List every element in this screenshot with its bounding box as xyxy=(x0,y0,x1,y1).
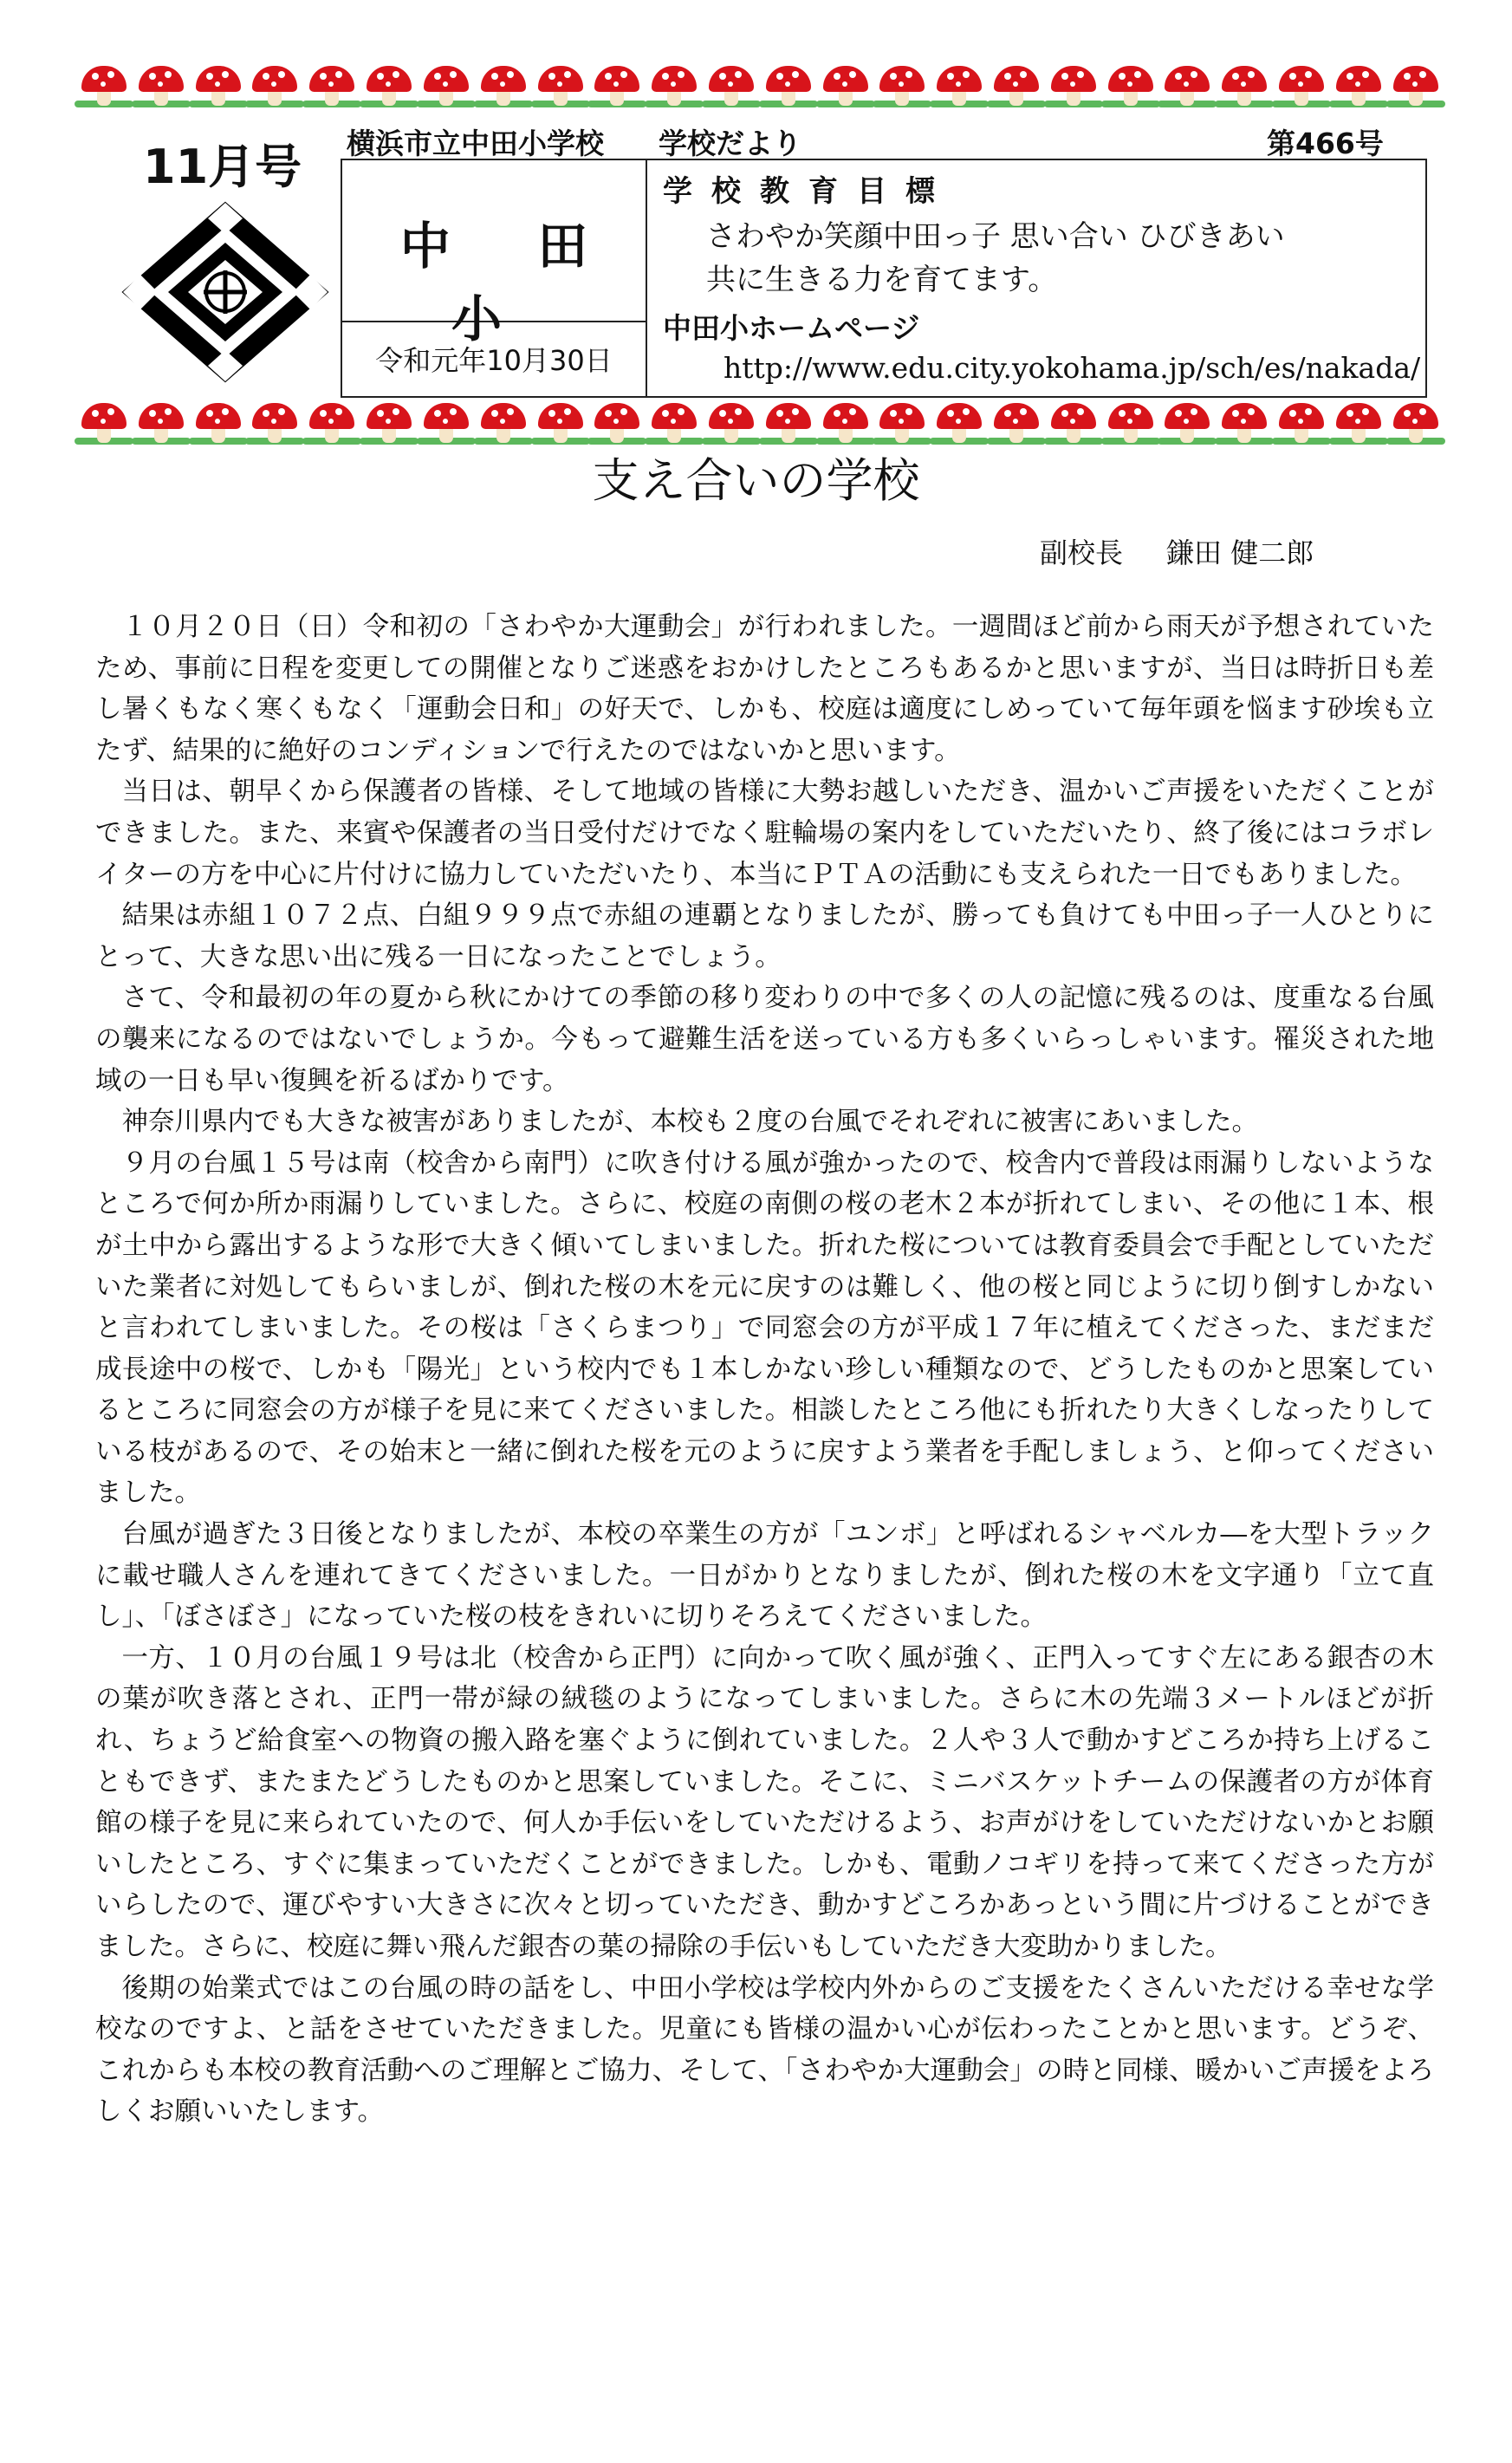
header-box xyxy=(341,159,1427,398)
red-mushroom-icon xyxy=(250,401,299,445)
bottom-mushroom-border xyxy=(80,394,1440,445)
article-paragraph: 当日は、朝早くから保護者の皆様、そして地域の皆様に大勢お越しいただき、温かいご声援をいただくことができました。また、来賓や保護者の当日受付だけでなく駐輪場の案内をしていただいたり、終了後にはコラボレイターの方を中心に片付けに協力していただいたり、本当にＰＴＡの活動にも支えられた一日でもありました。 xyxy=(95,777,1434,890)
red-mushroom-icon xyxy=(479,64,528,107)
article-paragraph: さて、令和最初の年の夏から秋にかけての季節の移り変わりの中で多くの人の記憶に残るのは、度重なる台風の襲来になるのではないでしょうか。今もって避難生活を送っている方も多くいらっしゃいます。罹災された地域の一日も早い復興を祈るばかりです。 xyxy=(95,983,1434,1096)
homepage-heading: 中田小ホームページ xyxy=(663,311,920,345)
red-mushroom-icon xyxy=(935,64,983,107)
red-mushroom-icon xyxy=(308,64,356,107)
red-mushroom-icon xyxy=(137,401,185,445)
article-paragraph: １０月２０日（日）令和初の「さわやか大運動会」が行われました。一週間ほど前から雨天が予想されていたため、事前に日程を変更しての開催となりご迷惑をおかけしたところもあるかと思いますが、当日は時折日も差し暑くもなく寒くもなく「運動会日和」の好天で、しかも、校庭は適度にしめっていて毎年頭を悩ます砂埃も立たず、結果的に絶好のコンディションで行えたのではないかと思います。 xyxy=(95,612,1434,766)
red-mushroom-icon xyxy=(1220,401,1269,445)
issue-date: 令和元年10月30日 xyxy=(375,344,613,377)
education-goal-line: さわやか笑顔中田っ子 思い合い ひびきあい xyxy=(706,219,1285,254)
article-title: 支え合いの学校 xyxy=(592,453,920,508)
article-paragraph: 神奈川県内でも大きな被害がありましたが、本校も２度の台風でそれぞれに被害にあいました。 xyxy=(121,1107,1258,1138)
red-mushroom-icon xyxy=(365,401,413,445)
red-mushroom-icon xyxy=(1163,401,1211,445)
red-mushroom-icon xyxy=(536,64,585,107)
article-paragraph: 後期の始業式ではこの台風の時の話をし、中田小学校は学校内外からのご支援をたくさんいただける幸せな学校なのですよ、と話をさせていただきました。児童にも皆様の温かい心が伝わったことかと思います。どうぞ、これからも本校の教育活動へのご理解とご協力、そして、「さわやか大運動会」の時と同様、暖かいご声援をよろしくお願いいたします。 xyxy=(95,1972,1434,2128)
article-paragraph: 一方、１０月の台風１９号は北（校舎から正門）に向かって吹く風が強く、正門入ってすぐ左にある銀杏の木の葉が吹き落とされ、正門一帯が緑の絨毯のようになってしまいました。さらに木の先端３メートルほどが折れ、ちょうど給食室への物資の搬入路を塞ぐように倒れていました。２人や３人で動かすどころか持ち上げることもできず、またまたどうしたものかと思案していました。そこに、ミニバスケットチームの保護者の方が体育館の様子を見に来られていたので、何人か手伝いをしていただけるよう、お声がけをしていただけないかとお願いしたところ、すぐに集まっていただくことができました。しかも、電動ノコギリを持って来てくださった方がいらしたので、運びやすい大きさに次々と切っていただき、動かすどころかあっという間に片づけることができました。さらに、校庭に舞い飛んだ銀杏の葉の掃除の手伝いもしていただき大変助かりました。 xyxy=(95,1642,1434,1962)
red-mushroom-icon xyxy=(422,401,470,445)
red-mushroom-icon xyxy=(935,401,983,445)
red-mushroom-icon xyxy=(707,401,756,445)
red-mushroom-icon xyxy=(707,64,756,107)
red-mushroom-icon xyxy=(593,401,641,445)
red-mushroom-icon xyxy=(650,401,698,445)
red-mushroom-icon xyxy=(1049,401,1098,445)
school-emblem-icon xyxy=(121,201,329,383)
red-mushroom-icon xyxy=(80,64,128,107)
red-mushroom-icon xyxy=(1392,401,1440,445)
red-mushroom-icon xyxy=(1163,64,1211,107)
issue-number: 第466号 xyxy=(1267,127,1384,160)
red-mushroom-icon xyxy=(821,64,870,107)
red-mushroom-icon xyxy=(365,64,413,107)
red-mushroom-icon xyxy=(1049,64,1098,107)
homepage-link[interactable]: http://www.edu.city.yokohama.jp/sch/es/nakada/ xyxy=(724,351,1421,385)
red-mushroom-icon xyxy=(992,64,1041,107)
education-goal-heading: 学校教育目標 xyxy=(663,174,954,209)
top-mushroom-border xyxy=(80,57,1440,107)
school-short-name: 中 田 小 xyxy=(399,217,623,348)
author-name: 鎌田 健二郎 xyxy=(1166,536,1314,569)
education-goal-line: 共に生きる力を育てます。 xyxy=(706,263,1058,297)
red-mushroom-icon xyxy=(764,401,813,445)
article-paragraph: ９月の台風１５号は南（校舎から南門）に吹き付ける風が強かったので、校舎内で普段は雨漏りしないようなところで何か所か雨漏りしていました。さらに、校庭の南側の桜の老木２本が折れてしまい、その他に１本、根が土中から露出するような形で大きく傾いてしまいました。折れた桜については教育委員会で手配としていただいた業者に対処してもらいましが、倒れた桜の木を元に戻すのは難しく、他の桜と同じように切り倒すしかないと言われてしまいました。その桜は「さくらまつり」で同窓会の方が平成１７年に植えてくださった、まだまだ成長途中の桜で、しかも「陽光」という校内でも１本しかない珍しい種類なので、どうしたものかと思案しているところに同窓会の方が様子を見に来てくださいました。相談したところ他にも折れたり大きくしなったりしている枝があるので、その始末と一緒に倒れた桜を元のように戻すよう業者を手配しましょう、と仰ってくださいました。 xyxy=(95,1147,1434,1509)
school-full-name: 横浜市立中田小学校 xyxy=(347,127,604,160)
red-mushroom-icon xyxy=(1277,401,1326,445)
red-mushroom-icon xyxy=(194,64,243,107)
red-mushroom-icon xyxy=(1334,64,1383,107)
red-mushroom-icon xyxy=(764,64,813,107)
red-mushroom-icon xyxy=(1220,64,1269,107)
author-role: 副校長 xyxy=(1040,536,1124,569)
red-mushroom-icon xyxy=(1334,401,1383,445)
red-mushroom-icon xyxy=(878,64,926,107)
red-mushroom-icon xyxy=(821,401,870,445)
red-mushroom-icon xyxy=(308,401,356,445)
red-mushroom-icon xyxy=(1106,401,1155,445)
red-mushroom-icon xyxy=(80,401,128,445)
red-mushroom-icon xyxy=(137,64,185,107)
article-body xyxy=(95,607,1434,2133)
red-mushroom-icon xyxy=(194,401,243,445)
article-paragraph: 台風が過ぎた３日後となりましたが、本校の卒業生の方が「ユンボ」と呼ばれるシャベルカ―を大型トラックに載せ職人さんを連れてきてくださいました。一日がかりとなりましたが、倒れた桜の木を文字通り「立て直し」、「ぼさぼさ」になっていた桜の枝をきれいに切りそろえてくださいました。 xyxy=(95,1519,1434,1633)
newsletter-name: 学校だより xyxy=(659,127,801,160)
red-mushroom-icon xyxy=(250,64,299,107)
red-mushroom-icon xyxy=(992,401,1041,445)
article-paragraph: 結果は赤組１０７２点、白組９９９点で赤組の連覇となりましたが、勝っても負けても中田っ子一人ひとりにとって、大きな思い出に残る一日になったことでしょう。 xyxy=(95,900,1434,972)
red-mushroom-icon xyxy=(1106,64,1155,107)
red-mushroom-icon xyxy=(479,401,528,445)
divider xyxy=(646,160,647,396)
red-mushroom-icon xyxy=(878,401,926,445)
red-mushroom-icon xyxy=(1277,64,1326,107)
red-mushroom-icon xyxy=(422,64,470,107)
author-line xyxy=(1040,531,1314,571)
month-issue-label: 11月号 xyxy=(143,140,302,194)
red-mushroom-icon xyxy=(1392,64,1440,107)
red-mushroom-icon xyxy=(593,64,641,107)
red-mushroom-icon xyxy=(650,64,698,107)
red-mushroom-icon xyxy=(536,401,585,445)
